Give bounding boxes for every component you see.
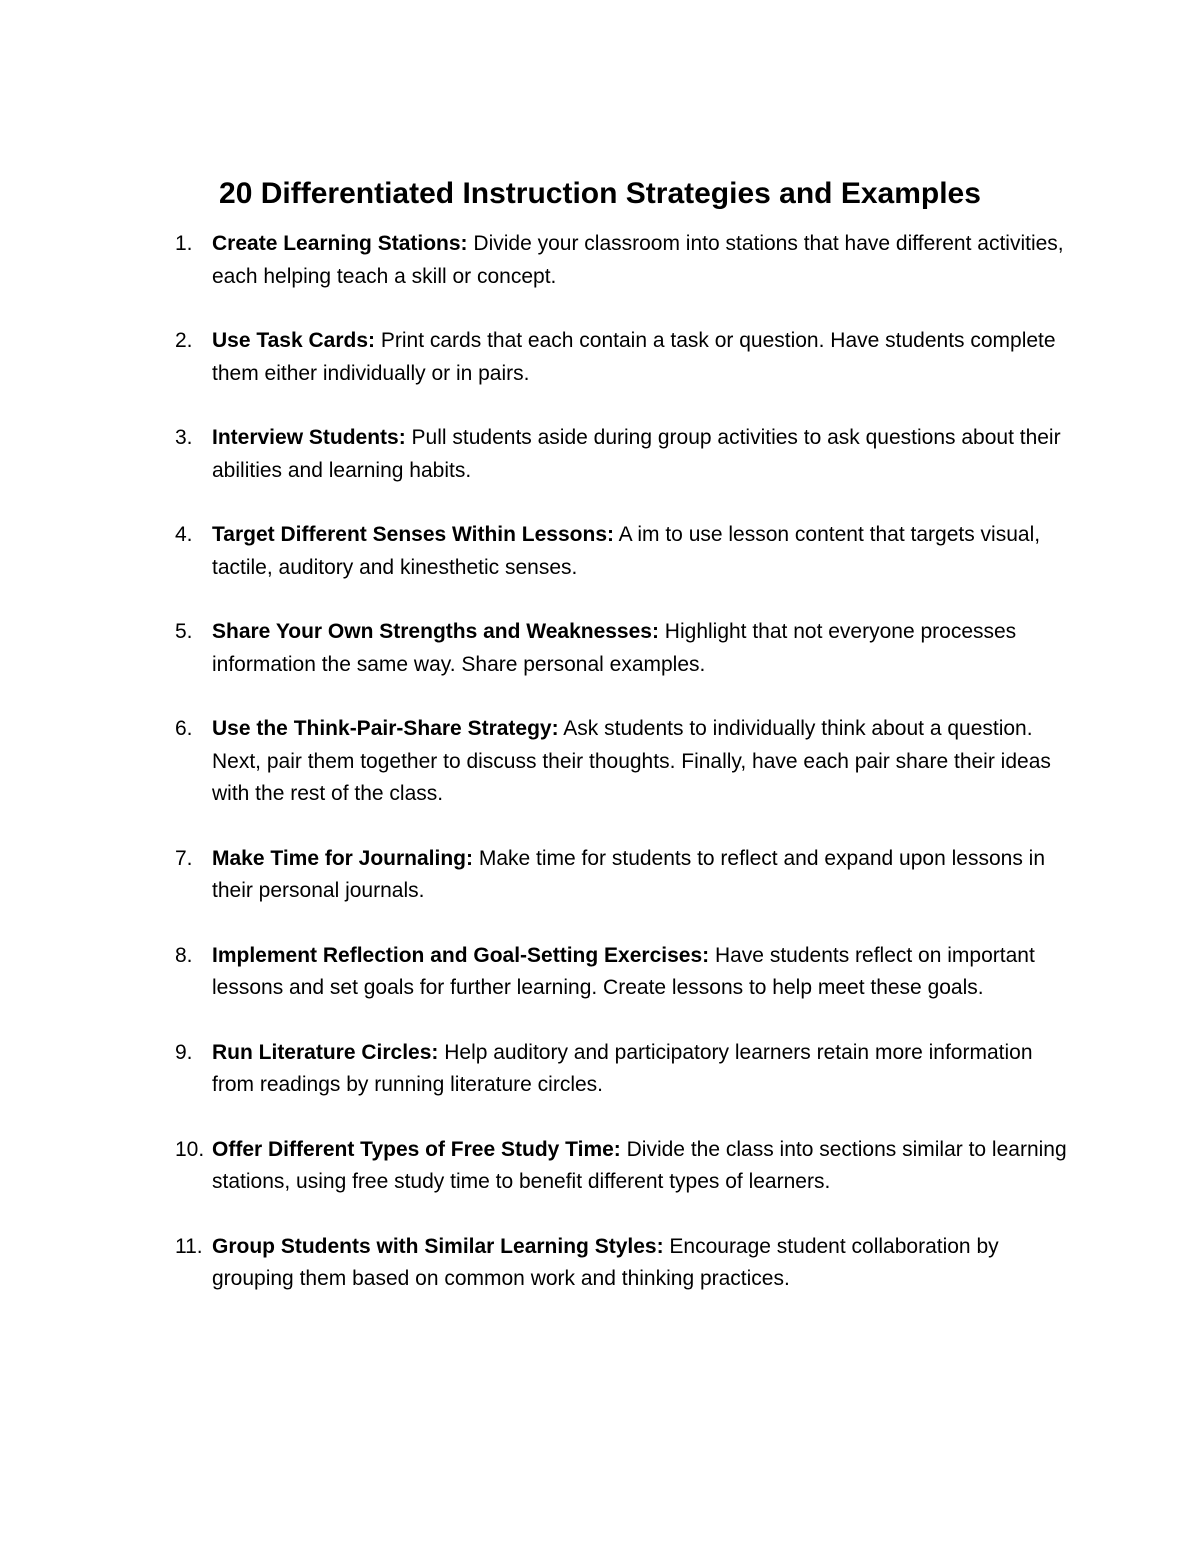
list-item (0, 940, 1200, 1005)
list-item-text: Help auditory and participatory learners retain more information from readings by running literature circles. (212, 1040, 1033, 1096)
list-item-number: 3. (175, 426, 193, 449)
strategy-list (0, 228, 1200, 1328)
list-item-number: 10. (175, 1137, 205, 1161)
list-item-text: Divide your classroom into stations that have different activities, each helping teach a skill or concept. (212, 232, 1064, 288)
document-title: 20 Differentiated Instruction Strategies and Examples (219, 177, 981, 210)
list-item-number: 5. (175, 620, 193, 643)
list-item-term: Interview Students: (212, 426, 406, 449)
list-item (0, 843, 1200, 908)
list-item-term: Implement Reflection and Goal-Setting Exercises: (212, 943, 710, 967)
list-item-number: 1. (175, 232, 193, 255)
list-item (0, 1134, 1200, 1199)
list-item-number: 9. (175, 1040, 193, 1064)
list-item-number: 8. (175, 943, 193, 967)
list-item-text: Have students reflect on important lessons and set goals for further learning. Create lessons to help meet these goals. (212, 943, 1035, 999)
list-item (0, 519, 1200, 584)
list-item (0, 422, 1200, 487)
list-item-term: Create Learning Stations: (212, 232, 468, 255)
list-item-term: Target Different Senses Within Lessons: (212, 523, 614, 546)
list-item-term: Run Literature Circles: (212, 1040, 439, 1064)
list-item-number: 2. (175, 329, 193, 352)
list-item-number: 4. (175, 523, 193, 546)
list-item (0, 616, 1200, 681)
list-item-text: A im to use lesson content that targets visual, tactile, auditory and kinesthetic senses. (212, 523, 1041, 579)
list-item-text: Encourage student collaboration by grouping them based on common work and thinking practices. (212, 1234, 999, 1290)
list-item-term: Offer Different Types of Free Study Time: (212, 1137, 621, 1161)
list-item (0, 325, 1200, 390)
list-item-text: Pull students aside during group activities to ask questions about their abilities and learning habits. (212, 426, 1061, 482)
list-item-term: Use the Think-Pair-Share Strategy: (212, 717, 559, 740)
list-item-number: 6. (175, 717, 193, 740)
list-item-term: Group Students with Similar Learning Styles: (212, 1234, 664, 1258)
list-item-number: 7. (175, 846, 193, 870)
list-item-text: Print cards that each contain a task or question. Have students complete them either individually or in pairs. (212, 329, 1056, 385)
list-item-term: Make Time for Journaling: (212, 846, 473, 870)
list-item-text: Divide the class into sections similar to learning stations, using free study time to benefit different types of learners. (212, 1137, 1067, 1193)
list-item (0, 228, 1200, 293)
list-item-text: Ask students to individually think about a question. Next, pair them together to discuss their thoughts. Finally, have each pair share their ideas with the rest of the class. (212, 717, 1051, 805)
list-item-term: Share Your Own Strengths and Weaknesses: (212, 620, 659, 643)
list-item-text: Highlight that not everyone processes information the same way. Share personal examples. (212, 620, 1017, 676)
list-item (0, 1231, 1200, 1296)
list-item (0, 713, 1200, 811)
list-item-term: Use Task Cards: (212, 329, 376, 352)
list-item-number: 11. (175, 1234, 203, 1258)
list-item-text: Make time for students to reflect and expand upon lessons in their personal journals. (212, 846, 1045, 902)
list-item (0, 1037, 1200, 1102)
